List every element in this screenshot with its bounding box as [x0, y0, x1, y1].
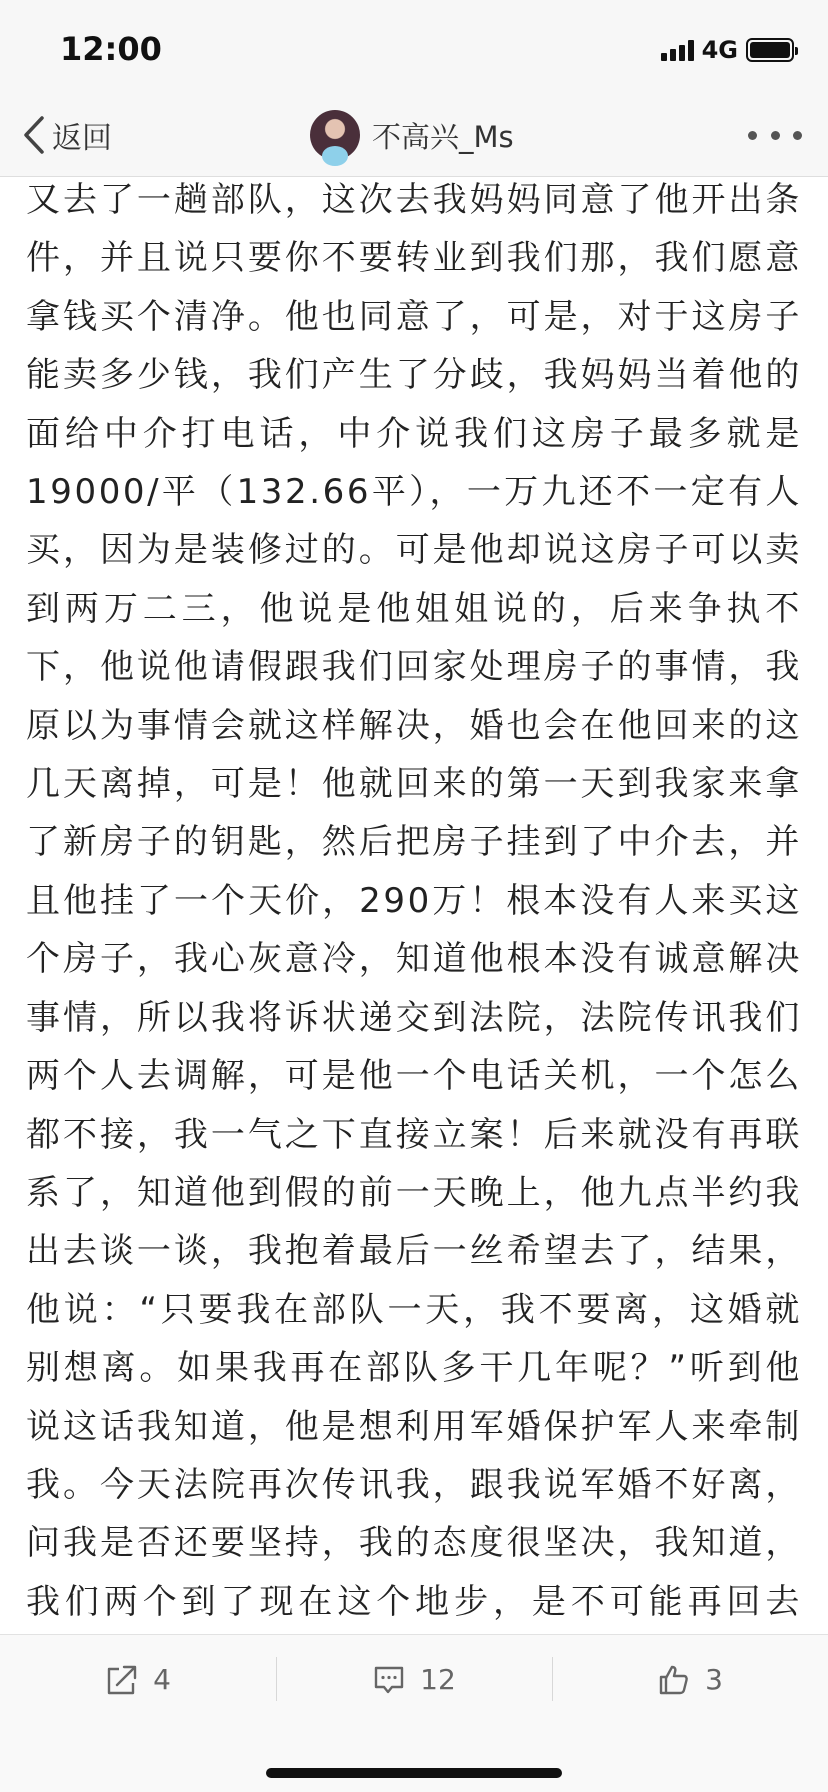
share-icon [105, 1663, 139, 1697]
back-chevron-icon [22, 115, 46, 155]
share-button[interactable] [0, 1635, 276, 1724]
more-button[interactable] [748, 117, 802, 153]
avatar[interactable] [310, 110, 360, 160]
more-dot-icon [748, 131, 757, 140]
status-time: 12:00 [60, 30, 162, 68]
signal-icon [661, 39, 694, 61]
post-content[interactable] [0, 177, 828, 1634]
battery-icon [746, 38, 794, 62]
post-text: 又去了一趟部队，这次去我妈妈同意了他开出条件，并且说只要你不要转业到我们那，我们愿意拿钱买个清净。他也同意了，可是，对于这房子能卖多少钱，我们产生了分歧，我妈妈当着他的面给中介打电话，中介说我们这房子最多就是19000/平（132.66平），一万九还不一定有人买，因为是装修过的。可是他却说这房子可以卖到两万二三，他说是他姐姐说的，后来争执不下，他说他请假跟我们回家处理房子的事情，我原以为事情会就这样解决，婚也会在他回来的这几天离掉，可是！他就回来的第一天到我家来拿了新房子的钥匙，然后把房子挂到了中介去，并且他挂了一个天价，290万！根本没有人来买这个房子，我心灰意冷，知道他根本没有诚意解决事情，所以我将诉状递交到法院，法院传讯我们两个人去调解，可是他一个电话关机，一个怎么都不接，我一气之下直接立案！后来就没有再联系了，知道他到假的前一天晚上，他九点半约我出去谈一谈，我抱着最后一丝希望去了，结果，他说：“只要我在部队一天，我不要离，这婚就别想离。如果我再在部队多干几年呢？”听到他说这话我知道，他是想利用军婚保护军人来牵制我。今天法院再次传讯我，跟我说军婚不好离，问我是否还要坚持，我的态度很坚决，我知道，我们两个到了现在这个地步，是不可能再回去 [26, 180, 802, 1622]
share-count: 4 [153, 1663, 171, 1696]
back-label: 返回 [52, 121, 112, 156]
nav-bar [0, 95, 828, 177]
comment-icon [372, 1663, 406, 1697]
more-dot-icon [793, 131, 802, 140]
profile-header[interactable] [310, 107, 514, 163]
like-button[interactable] [552, 1635, 828, 1724]
like-count: 3 [705, 1663, 723, 1696]
more-dot-icon [771, 131, 780, 140]
home-indicator[interactable] [266, 1768, 562, 1778]
status-bar [0, 0, 828, 95]
action-bar [0, 1634, 828, 1724]
like-icon [657, 1663, 691, 1697]
username[interactable]: 不高兴_Ms [372, 119, 514, 154]
home-area [0, 1724, 828, 1792]
status-indicators [661, 36, 794, 64]
comment-button[interactable] [276, 1635, 552, 1724]
network-type: 4G [701, 36, 738, 64]
back-button[interactable] [22, 109, 112, 161]
comment-count: 12 [420, 1663, 456, 1696]
